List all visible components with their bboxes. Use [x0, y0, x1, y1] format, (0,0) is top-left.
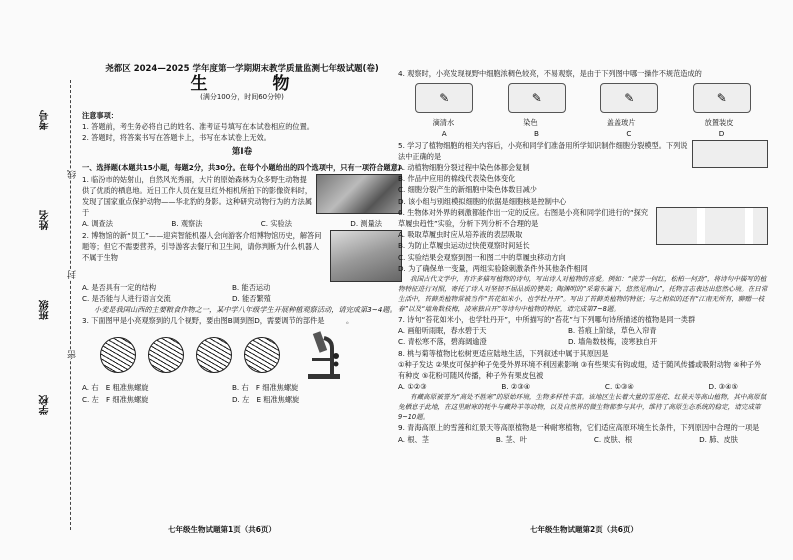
option-d: D. 该小组与别组模拟细胞的依据是细胞核是控制中心 [398, 196, 567, 206]
label-school: 学校 [40, 395, 51, 415]
option-b: B. 右 F 细准焦螺旋 [232, 383, 299, 393]
option-a: A. 吸取草履虫时应从培养液的表层吸取 [398, 230, 523, 240]
option-d: D. 为了确保单一变量，两组实验除刺激条件外其他条件相同 [398, 263, 588, 273]
label-exam-number: 考号 [40, 110, 51, 130]
option-a: A. 是否具有一定的结构 [82, 282, 157, 292]
leopard-photo [316, 174, 402, 214]
question-text: 1. 临汾市的姑射山，自然风光秀丽，大片的原始森林为众多野生动物提供了优质的栖息地。近日工作人员在复旦红外相机所拍下的影像资料时，发现了国家重点保护动物——华北豹的身影。这种研究动物行为的方法属于 [82, 174, 313, 218]
statement-list: ①种子发达 ②果皮可保护种子免受外界环境不利因素影响 ③有些果实有钩或翅，适于随风传播或吸附动物 ④种子外有种皮 ⑤花粉可随风传播，种子外有果皮包被 [398, 359, 762, 381]
option-a: A. 动植物细胞分裂过程中染色体都会复制 [398, 163, 530, 173]
option-d: D. 左 E 粗准焦螺旋 [232, 394, 300, 404]
reading-passage: 小麦是我国山西的主要粮食作物之一，某中学八年级学生开展种植观察活动，请完成第3~4题。 [94, 305, 397, 315]
page-1 [82, 64, 402, 405]
question-6 [398, 207, 768, 274]
stain-icon: ✎ [508, 83, 566, 113]
question-8 [398, 348, 768, 393]
plateau-passage: 有藏高原被誉为“高处不胜寒”的原始环境，生物多样性丰富。该地区生长着大量的雪莲花、红景天等高山植物，其中高原鼠兔栖息于此地，在这里耐寒的牦牛与藏羚羊等动物，以及自然界的微生物都参与其中，维持了高原生态系统的稳定，请完成第9~10题。 [398, 393, 767, 422]
notice-title: 注意事项： [82, 110, 118, 120]
step-label: 染色 [523, 118, 538, 128]
option-c: C. 皮肤、根 [593, 434, 633, 444]
step-label: 放置装皮 [704, 118, 734, 128]
step-label: 盖盖玻片 [606, 118, 636, 128]
tissue-icon: ✎ [693, 83, 751, 113]
section-instructions: 一、选择题(本题共15小题，每题2分，共30分。在每个小题给出的四个选项中，只有一项符合题意) [82, 163, 402, 173]
microscope-views [100, 330, 402, 380]
question-text: 3. 下面图甲是小亮观察到的几个视野，要由图B调到图D，需要调节的部件是 。 [82, 316, 354, 326]
paramecium-diagram [656, 207, 768, 245]
cell-view-b [148, 337, 184, 373]
step-label: 滴清水 [432, 118, 455, 128]
page-2 [398, 68, 768, 445]
cutline-mi: 密 [68, 350, 78, 359]
option-a: A. 根、茎 [398, 434, 429, 444]
question-text: 8. 桃与菊等植物比松树更适应陆地生活，下列叙述中属于其原因是 [398, 348, 609, 358]
question-2 [82, 230, 402, 304]
option-b: B. 作品中应用的棉线代表染色体变化 [398, 174, 516, 184]
notice-1: 1. 答题前，考生务必将自己的姓名、准考证号填写在本试卷相应的位置。 [82, 121, 314, 131]
binding-margin [0, 0, 78, 560]
question-5 [398, 140, 768, 207]
poetry-passage: 我国古代文学中，有许多描写植物的诗句，写出诗人对植物的喜爱。例如：“蔗芳一何红，松柏一何劲”，将诗句中描写的植物特征进行对照，寄托了诗人对坚韧不屈品质的赞美；陶渊明的“采菊东篱下，悠然见南山”，托物言志表达出悠然心境。在日常生活中，苔藓类植物常被当作“苔花如米小，也学牡丹开”。写出了苔藓类植物的特征；与之相似的还有“江南无所有，聊赠一枝春”以及“墙角数枝梅，凌寒独自开”等诗句中植物的特征，请完成第7~8题。 [398, 275, 768, 314]
option-a: A. 右 E 粗准焦螺旋 [82, 383, 149, 393]
option-c: C. 细胞分裂产生的新细胞中染色体数目减少 [398, 185, 537, 195]
option-c: C. 实验结果会观察到图一和图二中的草履虫移动方向 [398, 252, 566, 262]
question-3 [82, 315, 402, 405]
cell-view-c [196, 337, 232, 373]
exam-meta: (满分100分，时间60分钟) [200, 93, 284, 102]
option-c: C. 青松寒不落，碧海阔逾澄 [398, 337, 487, 347]
option-c: C. 实验法 [260, 219, 292, 229]
question-1 [82, 174, 402, 230]
step-letter: B [534, 129, 539, 139]
option-a: A. 调查法 [82, 219, 113, 229]
cell-view-d [244, 337, 280, 373]
option-b: B. 苔痕上阶绿，草色入帘青 [568, 326, 657, 336]
label-class: 班级 [40, 300, 51, 320]
exam-header: 尧都区 2024—2025 学年度第一学期期末教学质量监测七年级试题(卷) [105, 64, 379, 74]
question-text: 2. 博物馆的新“员工”——迎宾智能机器人会向游客介绍博物馆历史，解答问题等；但它不需要营养，引导游客去餐厅和卫生间，请你判断为什么机器人不属于生物 [82, 230, 322, 263]
step-letter: D [718, 129, 725, 139]
option-b: B. 为防止草履虫运动过快使观察时间延长 [398, 241, 530, 251]
question-7 [398, 314, 768, 348]
label-name: 姓名 [40, 210, 51, 230]
step-letter: A [441, 129, 447, 139]
coverslip-icon: ✎ [600, 83, 658, 113]
option-d: D. 肺、皮肤 [699, 434, 738, 444]
question-4 [398, 68, 768, 140]
option-a: A. ①②③ [398, 382, 427, 392]
option-c: C. 左 F 细准焦螺旋 [82, 394, 149, 404]
slide-steps [398, 83, 768, 113]
step-letter: C [626, 129, 632, 139]
option-d: D. 测量法 [350, 219, 382, 229]
part-title: 第Ⅰ卷 [231, 147, 253, 158]
page-2-footer: 七年级生物试题第2页（共6页） [530, 525, 638, 534]
notice-2: 2. 答题时，将答案书写在答题卡上，书写在本试卷上无效。 [82, 133, 271, 143]
option-d: D. 能否繁殖 [232, 293, 271, 303]
cell-division-model [692, 140, 768, 168]
dropper-icon: ✎ [415, 83, 473, 113]
question-text: 7. 诗句“苔花如米小，也学牡丹开”，中所描写的“苔花”与下列哪句诗所描述的植物是同一类群 [398, 315, 696, 325]
option-a: A. 画船听雨眠，春水碧于天 [398, 326, 487, 336]
question-text: 9. 青海高原上的雪莲和红景天等高原植物是一种耐寒植物，它们适应高原环境生长条件，下列原因中合理的一项是 [398, 423, 760, 433]
cell-view-a [100, 337, 136, 373]
question-text: 6. 生物体对外界的刺激都能作出一定的反应。右图是小亮和同学们进行的“探究草履虫趋性”实验，分析下列分析不合理的是 [398, 207, 649, 229]
option-b: B. ②③④ [501, 382, 531, 392]
option-b: B. 观察法 [171, 219, 203, 229]
subject-title: 生 物 [190, 74, 314, 95]
option-c: C. 是否能与人进行语言交流 [82, 293, 171, 303]
option-b: B. 茎、叶 [495, 434, 527, 444]
robot-photo [330, 230, 402, 282]
question-text: 5. 学习了植物细胞的相关内容后，小亮和同学们准备用所学知识制作细胞分裂模型。下列说法中正确的是 [398, 140, 688, 161]
question-text: 4. 观察时，小亮发现视野中细胞浓稠色较亮，不易观察，是由于下列图中哪一操作不规范造成的 [398, 69, 702, 78]
option-c: C. ①③④ [604, 382, 634, 392]
option-d: D. 墙角数枝梅，凌寒独自开 [568, 337, 658, 347]
page-1-footer: 七年级生物试题第1页（共6页） [168, 525, 276, 534]
cutline-feng: 封 [68, 270, 78, 279]
microscope-icon [302, 330, 348, 380]
option-d: D. ③④⑤ [708, 382, 738, 392]
option-b: B. 能否运动 [232, 282, 271, 292]
question-9 [398, 422, 768, 444]
cutline-xian: 线 [68, 170, 78, 179]
cut-line [70, 80, 71, 530]
